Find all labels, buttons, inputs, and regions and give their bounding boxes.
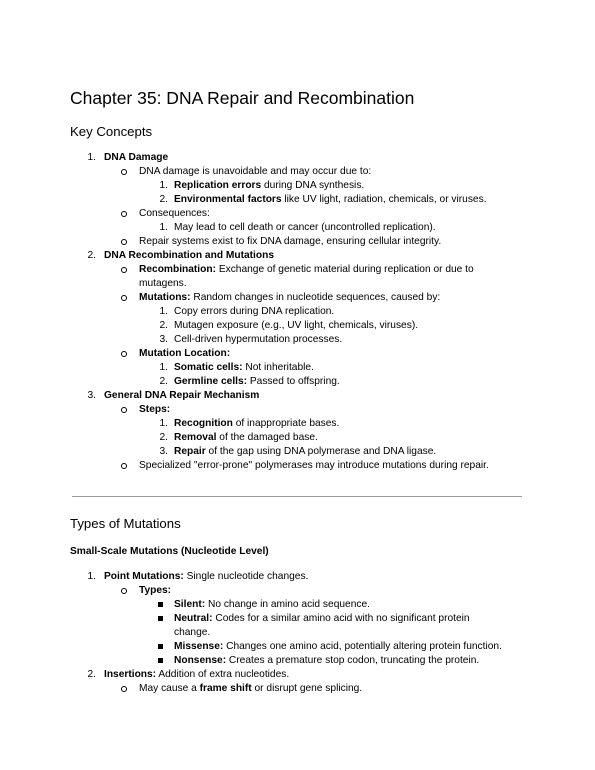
list-item	[139, 682, 362, 695]
circle-bullet-icon	[121, 686, 127, 692]
list-item-text: during DNA synthesis.	[261, 180, 365, 191]
list-item-bold: Replication errors	[174, 180, 262, 191]
list-item-text: DNA damage is unavoidable and may occur due to:	[139, 166, 372, 177]
list-number: 1.	[159, 418, 168, 429]
list-item	[174, 179, 364, 192]
square-bullet-icon	[158, 602, 163, 607]
circle-bullet-icon	[121, 169, 127, 175]
list-number: 1.	[159, 306, 168, 317]
circle-bullet-icon	[121, 239, 127, 245]
list-item	[174, 598, 370, 611]
list-item-text: Specialized "error-prone" polymerases may introduce mutations during repair.	[139, 460, 489, 471]
list-item-bold: Point Mutations:	[104, 571, 184, 582]
list-item-bold: Mutations:	[139, 292, 191, 303]
list-item	[174, 417, 339, 430]
list-item-text: of inappropriate bases.	[232, 418, 340, 429]
list-item	[139, 263, 474, 276]
list-item-label: General DNA Repair Mechanism	[104, 390, 260, 401]
list-number: 3.	[159, 446, 168, 457]
list-item-text: mutagens.	[139, 278, 187, 289]
list-item	[174, 361, 314, 374]
list-item-text: or disrupt gene splicing.	[251, 683, 363, 694]
list-item-text: Random changes in nucleotide sequences, caused by:	[190, 292, 441, 303]
list-number: 1.	[87, 152, 96, 163]
list-item-bold: Recognition	[174, 418, 233, 429]
list-number: 2.	[159, 194, 168, 205]
list-item-bold: Environmental factors	[174, 194, 282, 205]
list-item-text: Mutagen exposure (e.g., UV light, chemicals, viruses).	[174, 320, 419, 331]
list-item-text: May cause a	[139, 683, 200, 694]
list-item-bold: Somatic cells:	[174, 362, 243, 373]
circle-bullet-icon	[121, 407, 127, 413]
list-item-text: Addition of extra nucleotides.	[156, 669, 290, 680]
list-item-text: Cell-driven hypermutation processes.	[174, 334, 343, 345]
list-item-text: Changes one amino acid, potentially altering protein function.	[223, 641, 502, 652]
list-number: 1.	[159, 362, 168, 373]
list-number: 2.	[159, 376, 168, 387]
list-number: 3.	[159, 334, 168, 345]
square-bullet-icon	[158, 644, 163, 649]
list-item	[174, 431, 318, 444]
section-heading-types-of-mutations: Types of Mutations	[70, 516, 181, 531]
square-bullet-icon	[158, 616, 163, 621]
list-item-label: DNA Damage	[104, 152, 169, 163]
list-item	[104, 570, 308, 583]
list-item-text: No change in amino acid sequence.	[205, 599, 370, 610]
list-item-text: Consequences:	[139, 208, 210, 219]
list-item-text: May lead to cell death or cancer (uncontrolled replication).	[174, 222, 436, 233]
list-item-text: like UV light, radiation, chemicals, or viruses.	[281, 194, 487, 205]
subheading-small-scale-mutations: Small-Scale Mutations (Nucleotide Level)	[70, 546, 269, 557]
list-item-text: Creates a premature stop codon, truncating the protein.	[226, 655, 480, 666]
list-item	[174, 654, 479, 667]
list-item-bold: Missense:	[174, 641, 224, 652]
list-item-bold: Nonsense:	[174, 655, 227, 666]
list-item	[104, 668, 289, 681]
list-number: 2.	[87, 669, 96, 680]
list-item	[174, 193, 487, 206]
list-item-text: Codes for a similar amino acid with no significant protein	[212, 613, 470, 624]
circle-bullet-icon	[121, 351, 127, 357]
list-number: 1.	[159, 180, 168, 191]
circle-bullet-icon	[121, 588, 127, 594]
list-item-bold: Mutation Location:	[139, 348, 231, 359]
list-item-text: of the damaged base.	[216, 432, 318, 443]
list-item-text: of the gap using DNA polymerase and DNA ligase.	[205, 446, 437, 457]
circle-bullet-icon	[121, 463, 127, 469]
horizontal-divider	[72, 496, 522, 497]
list-item-bold: Steps:	[139, 404, 171, 415]
list-item-text: Not inheritable.	[242, 362, 314, 373]
list-item-bold: Neutral:	[174, 613, 213, 624]
list-item-label: DNA Recombination and Mutations	[104, 250, 274, 261]
list-number: 3.	[87, 390, 96, 401]
circle-bullet-icon	[121, 295, 127, 301]
circle-bullet-icon	[121, 211, 127, 217]
list-item-bold: Silent:	[174, 599, 206, 610]
list-item-bold: Germline cells:	[174, 376, 248, 387]
section-heading-key-concepts: Key Concepts	[70, 124, 153, 139]
list-item-text: Copy errors during DNA replication.	[174, 306, 335, 317]
list-number: 1.	[159, 222, 168, 233]
list-item	[139, 291, 440, 304]
list-item-bold: Repair	[174, 446, 206, 457]
list-item-text: Exchange of genetic material during replication or due to	[215, 264, 474, 275]
list-number: 1.	[87, 571, 96, 582]
list-number: 2.	[87, 250, 96, 261]
list-item	[174, 612, 470, 625]
list-item-bold: Types:	[139, 585, 172, 596]
list-item-text: change.	[174, 627, 211, 638]
list-item-bold: Removal	[174, 432, 217, 443]
list-item-bold: Insertions:	[104, 669, 157, 680]
list-item-text: Single nucleotide changes.	[183, 571, 309, 582]
list-item-text: Repair systems exist to fix DNA damage, ensuring cellular integrity.	[139, 236, 442, 247]
list-item	[174, 375, 340, 388]
list-item-text: Passed to offspring.	[247, 376, 340, 387]
page-title: Chapter 35: DNA Repair and Recombination	[70, 88, 415, 108]
circle-bullet-icon	[121, 267, 127, 273]
list-number: 2.	[159, 320, 168, 331]
list-item	[174, 445, 436, 458]
list-item-bold: frame shift	[199, 683, 252, 694]
list-item-bold: Recombination:	[139, 264, 216, 275]
square-bullet-icon	[158, 658, 163, 663]
list-number: 2.	[159, 432, 168, 443]
list-item	[174, 640, 502, 653]
